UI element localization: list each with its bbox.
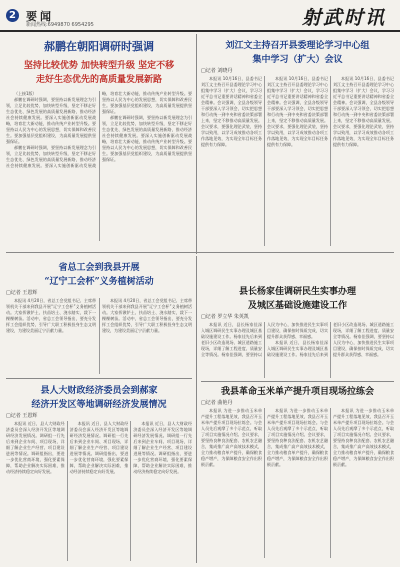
article-byline: □记者 王恩辉 bbox=[6, 413, 38, 419]
article-body-columns bbox=[201, 322, 394, 378]
article-subhead: 坚持比较优势 加快转型升级 坚定不移 bbox=[23, 61, 175, 71]
article-body-columns bbox=[6, 421, 192, 561]
article-mid-right bbox=[201, 282, 394, 378]
section-divider bbox=[6, 378, 192, 379]
article-byline: □记者 曲艳丹 bbox=[201, 400, 233, 406]
article-body: 郝鹏在调研时强调，要坚持以新发展理念为引领，立足比较优势，加快转型升级，坚定不移走好生态优先、绿色发展的高质量发展新路，推动经济社会持续健康发展。要深入实施创新驱动发展战略，培育壮大新动能，推动传统产业转型升级。要坚持以人民为中心的发展思想，切实保障和改善民生。要加强基层党组织建设，为高质量发展提供坚强保证。 bbox=[6, 97, 96, 144]
article-body: 本报讯 近日，县长杨家佳深入城区调研民生实事办理及城区基础设施建设工作。杨家佳先后来到老旧小区改造现场、城区道路施工现场，详细了解工程进度、质量安全等情况。杨家佳强调，要坚持以人民为中心，加快推进民生实事项目建设，确保按时保质完成，切实提升群众获得感、幸福感。 bbox=[201, 322, 328, 357]
article-top-left bbox=[6, 36, 192, 246]
article-body-columns bbox=[6, 91, 192, 241]
article-body: 本报讯 为进一步推动玉米单产提升工程落地见效，我县召开玉米单产提升项目现场拉练会。与会人员先后观摩了多个示范点，听取了项目实施情况介绍。会议要求，要坚持良种良法配套、农机农艺融合，集成推广高产高效技术模式，全力推动粮食单产提升，确保粮食稳产增产，为保障粮食安全作出积极贡献。 bbox=[201, 408, 262, 467]
article-bottom-left bbox=[6, 381, 192, 563]
article-bottom-right bbox=[201, 384, 394, 563]
article-body: 本报讯 近日，县长杨家佳深入城区调研民生实事办理及城区基础设施建设工作。杨家佳先后来到老旧小区改造现场、城区道路施工现场，详细了解工程进度、质量安全等情况。杨家佳强调，要坚持以人民为中心，加快推进民生实事项目建设，确保按时保质完成，切实提升群众获得感、幸福感。 bbox=[267, 322, 394, 357]
article-body-columns bbox=[6, 298, 192, 374]
article-body: 本报讯 近日，县人大财政经济委员会深入经济开发区等地调研经济发展情况。调研组一行先后来到企业车间、项目现场，详细了解企业生产经营、项目建设进展等情况。调研组指出，要进一步优化营商环境，强化要素保障，帮助企业解决实际困难，推动经济持续稳定向好发展。 bbox=[133, 421, 192, 474]
masthead bbox=[0, 0, 400, 32]
article-mid-left bbox=[6, 256, 192, 374]
article-headline: 县人大财政经济委员会到郝家 bbox=[40, 386, 158, 396]
section-divider bbox=[6, 252, 394, 253]
article-body: 本报讯 10月16日，县委书记刘江文主持召开县委理论学习中心组集中学习（扩大）会议，学习习近平总书记重要讲话精神和省委全会精神。会议强调，全县各级领导干部要深入学习领会，切实把思想和行动统一到中央和省委决策部署上来，坚定不移推动高质量发展。会议要求，要强化理论武装，坚持学以致用，以学习成效推动各项工作落地见效，为实现全年目标任务提供有力保障。 bbox=[333, 76, 394, 147]
article-byline: □记者 刘晓丹 bbox=[201, 68, 233, 74]
newspaper-brand: 射武时讯 bbox=[301, 7, 386, 29]
article-body: 本报讯 近日，县人大财政经济委员会深入经济开发区等地调研经济发展情况。调研组一行先后来到企业车间、项目现场，详细了解企业生产经营、项目建设进展等情况。调研组指出，要进一步优化营商环境，强化要素保障，帮助企业解决实际困难，推动经济持续稳定向好发展。 bbox=[69, 421, 129, 474]
article-body-columns bbox=[201, 408, 394, 558]
article-headline: 刘江文主持召开县委理论学习中心组 bbox=[225, 41, 370, 51]
article-body: 本报讯 4月20日，省总工会党组书记、主席带领机关干部来到我县开展“辽宁工会杯”义务植树活动。大家挥锹铲土、扶苗培土、浇水踏实，栽下一棵棵树苗。活动中，省总工会领导指出，要充分发挥工会组织优势，引导广大职工积极投身生态文明建设，为建设美丽辽宁贡献力量。 bbox=[6, 298, 96, 333]
article-headline: 郝鹏在朝阳调研时强调 bbox=[44, 40, 154, 53]
article-top-right bbox=[201, 36, 394, 246]
article-body: 郝鹏在调研时强调，要坚持以新发展理念为引领，立足比较优势，加快转型升级，坚定不移走好生态优先、绿色发展的高质量发展新路，推动经济社会持续健康发展。要深入实施创新驱动发展战略，培育壮大新动能，推动传统产业转型升级。要坚持以人民为中心的发展思想，切实保障和改善民生。要加强基层党组织建设，为高质量发展提供坚强保证。 bbox=[102, 115, 192, 162]
article-byline: □记者 罗立华 朱英凯 bbox=[201, 314, 249, 320]
article-body: 本报讯 4月20日，省总工会党组书记、主席带领机关干部来到我县开展“辽宁工会杯”义务植树活动。大家挥锹铲土、扶苗培土、浇水踏实，栽下一棵棵树苗。活动中，省总工会领导指出，要充分发挥工会组织优势，引导广大职工积极投身生态文明建设，为建设美丽辽宁贡献力量。 bbox=[102, 298, 192, 333]
article-body: 郝鹏在调研时强调，要坚持以新发展理念为引领，立足比较优势，加快转型升级，坚定不移走好生态优先、绿色发展的高质量发展新路，推动经济社会持续健康发展。要深入实施创新驱动发展战略，培育壮大新动能，推动传统产业转型升级。要坚持以人民为中心的发展思想，切实保障和改善民生。要加强基层党组织建设，为高质量发展提供坚强保证。 bbox=[6, 91, 192, 168]
article-body: 本报讯 10月16日，县委书记刘江文主持召开县委理论学习中心组集中学习（扩大）会议，学习习近平总书记重要讲话精神和省委全会精神。会议强调，全县各级领导干部要深入学习领会，切实把思想和行动统一到中央和省委决策部署上来，坚定不移推动高质量发展。会议要求，要强化理论武装，坚持学以致用，以学习成效推动各项工作落地见效，为实现全年目标任务提供有力保障。 bbox=[267, 76, 328, 147]
article-byline: □记者 王恩辉 bbox=[6, 290, 38, 296]
article-subhead: 走好生态优先的高质量发展新路 bbox=[35, 75, 162, 85]
article-body: 本报讯 10月16日，县委书记刘江文主持召开县委理论学习中心组集中学习（扩大）会议，学习习近平总书记重要讲话精神和省委全会精神。会议强调，全县各级领导干部要深入学习领会，切实把思想和行动统一到中央和省委决策部署上来，坚定不移推动高质量发展。会议要求，要强化理论武装，坚持学以致用，以学习成效推动各项工作落地见效，为实现全年目标任务提供有力保障。 bbox=[201, 76, 262, 147]
section-title: 要闻 bbox=[26, 10, 54, 23]
column-divider bbox=[196, 256, 197, 563]
article-lead: （上接1版） bbox=[14, 91, 37, 96]
article-headline: 经济开发区等地调研经济发展情况 bbox=[31, 400, 167, 410]
article-body: 本报讯 为进一步推动玉米单产提升工程落地见效，我县召开玉米单产提升项目现场拉练会。与会人员先后观摩了多个示范点，听取了项目实施情况介绍。会议要求，要坚持良种良法配套、农机农艺融合，集成推广高产高效技术模式，全力推动粮食单产提升，确保粮食稳产增产，为保障粮食安全作出积极贡献。 bbox=[333, 408, 394, 467]
article-body: 本报讯 近日，县人大财政经济委员会深入经济开发区等地调研经济发展情况。调研组一行先后来到企业车间、项目现场，详细了解企业生产经营、项目建设进展等情况。调研组指出，要进一步优化营商环境，强化要素保障，帮助企业解决实际困难，推动经济持续稳定向好发展。 bbox=[6, 421, 65, 474]
column-divider bbox=[196, 34, 197, 254]
section-divider bbox=[201, 381, 394, 382]
article-headline: 及城区基础设施建设工作 bbox=[247, 301, 347, 311]
hotline-info: 新闻热线:6949870 6954295 bbox=[26, 22, 94, 28]
article-headline: 集中学习（扩大）会议 bbox=[252, 55, 343, 65]
article-headline: 省总工会到我县开展 bbox=[58, 263, 140, 273]
article-headline: 我县革命玉米单产提升项目现场拉练会 bbox=[220, 387, 374, 397]
article-headline: 县长杨家佳调研民生实事办理 bbox=[238, 287, 356, 297]
page-number-badge: 2 bbox=[6, 9, 19, 22]
article-body-columns bbox=[201, 76, 394, 246]
article-body: 本报讯 为进一步推动玉米单产提升工程落地见效，我县召开玉米单产提升项目现场拉练会。与会人员先后观摩了多个示范点，听取了项目实施情况介绍。会议要求，要坚持良种良法配套、农机农艺融合，集成推广高产高效技术模式，全力推动粮食单产提升，确保粮食稳产增产，为保障粮食安全作出积极贡献。 bbox=[267, 408, 328, 467]
article-headline: “辽宁工会杯”义务植树活动 bbox=[44, 277, 154, 287]
